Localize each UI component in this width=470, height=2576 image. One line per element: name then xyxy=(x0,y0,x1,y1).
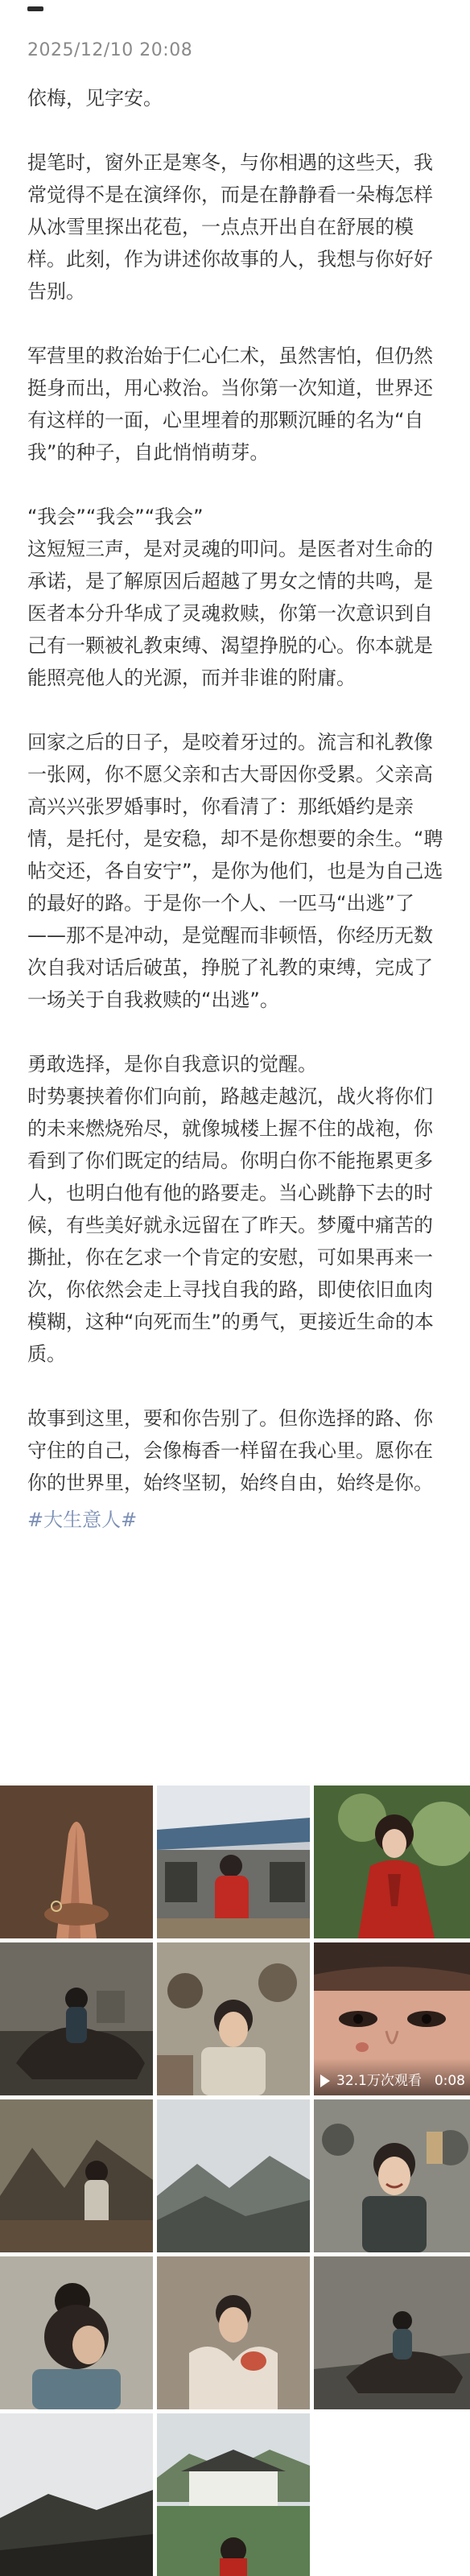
post-body xyxy=(27,82,447,1536)
post-paragraph: 故事到这里，要和你告别了。但你选择的路、你守住的自己，会像梅香一样留在我心里。愿你在你的世界里，始终坚韧，始终自由，始终是你。 xyxy=(27,1407,433,1494)
topic-hashtag-link[interactable]: #大生意人# xyxy=(27,1509,138,1531)
photo-thumbnail[interactable] xyxy=(157,2099,310,2252)
post-paragraph: 提笔时，窗外正是寒冬，与你相遇的这些天，我常觉得不是在演绎你，而是在静静看一朵梅怎样从冰雪里探出花苞，一点点开出自在舒展的模样。此刻，作为讲述你故事的人，我想与你好好告别。 xyxy=(27,151,433,303)
crowd-woman-photo xyxy=(157,1942,310,2095)
photo-thumbnail[interactable] xyxy=(0,2099,153,2252)
post-paragraph: 勇敢选择，是你自我意识的觉醒。 xyxy=(27,1053,317,1075)
woman-on-horse-photo xyxy=(0,1942,153,2095)
menu-dash-icon xyxy=(27,6,43,11)
post-paragraph: “我会”“我会”“我会” xyxy=(27,506,204,528)
video-thumbnail[interactable] xyxy=(314,1942,470,2095)
village-house-photo xyxy=(157,2413,310,2576)
photo-thumbnail[interactable] xyxy=(0,1942,153,2095)
photo-thumbnail[interactable] xyxy=(157,1785,310,1938)
photo-thumbnail[interactable] xyxy=(314,1785,470,1938)
post-paragraph: 军营里的救治始于仁心仁术，虽然害怕，但仍然挺身而出，用心救治。当你第一次知道，世界还有这样的一面，心里埋着的那颗沉睡的名为“自我”的种子，自此悄悄萌芽。 xyxy=(27,345,433,464)
woman-red-cloak-photo xyxy=(314,1785,470,1938)
woman-on-horse-wide-photo xyxy=(314,2256,470,2409)
play-icon xyxy=(320,2074,330,2087)
woman-rocks-photo xyxy=(0,2099,153,2252)
video-duration: 0:08 xyxy=(434,2073,465,2089)
woman-hands-photo xyxy=(157,2256,310,2409)
photo-thumbnail[interactable] xyxy=(157,2413,310,2576)
praying-hands-photo xyxy=(0,1785,153,1938)
market-street-photo xyxy=(157,1785,310,1938)
photo-thumbnail[interactable] xyxy=(0,2256,153,2409)
video-info-bar xyxy=(314,2058,470,2095)
mountain-valley-photo xyxy=(157,2099,310,2252)
video-views: 32.1万次观看 xyxy=(336,2073,422,2089)
photo-thumbnail[interactable] xyxy=(157,2256,310,2409)
post-paragraph: 这短短三声，是对灵魂的叩问。是医者对生命的承诺，是了解原因后超越了男女之情的共鸣，是医者本分升华成了灵魂救赎，你第一次意识到自己有一颗被礼教束缚、渴望挣脱的心。你本就是能照亮他人的光源，而并非谁的附庸。 xyxy=(27,538,433,689)
woman-hair-bun-photo xyxy=(0,2256,153,2409)
woman-smiling-crowd-photo xyxy=(314,2099,470,2252)
photo-thumbnail[interactable] xyxy=(0,1785,153,1938)
photo-thumbnail[interactable] xyxy=(157,1942,310,2095)
field-hills-photo xyxy=(0,2413,153,2576)
post-timestamp: 2025/12/10 20:08 xyxy=(27,40,193,60)
photo-thumbnail[interactable] xyxy=(314,2256,470,2409)
post-paragraph: 依梅，见字安。 xyxy=(27,87,163,109)
post-paragraph: 回家之后的日子，是咬着牙过的。流言和礼教像一张网，你不愿父亲和古大哥因你受累。父亲高高兴兴张罗婚事时，你看清了：那纸婚约是亲情，是托付，是安稳，却不是你想要的余生。“聘帖交还，各自安宁”，是你为他们，也是为自己选的最好的路。于是你一个人、一匹马“出逃”了——那不是冲动，是觉醒而非顿悟，你经历无数次自我对话后破茧，挣脱了礼教的束缚，完成了一场关于自我救赎的“出逃”。 xyxy=(27,731,443,1011)
photo-grid xyxy=(0,1785,470,2576)
post-paragraph: 时势裹挟着你们向前，路越走越沉，战火将你们的未来燃烧殆尽，就像城楼上握不住的战袍，你看到了你们既定的结局。你明白你不能拖累更多人，也明白他有他的路要走。当心跳静下去的时候，有些美好就永远留在了昨天。梦魇中痛苦的撕扯，你在乞求一个肯定的安慰，可如果再来一次，你依然会走上寻找自我的路，即使依旧血肉模糊，这种“向死而生”的勇气，更接近生命的本质。 xyxy=(27,1085,434,1365)
photo-thumbnail[interactable] xyxy=(314,2099,470,2252)
photo-thumbnail[interactable] xyxy=(0,2413,153,2576)
status-bar xyxy=(0,0,470,35)
